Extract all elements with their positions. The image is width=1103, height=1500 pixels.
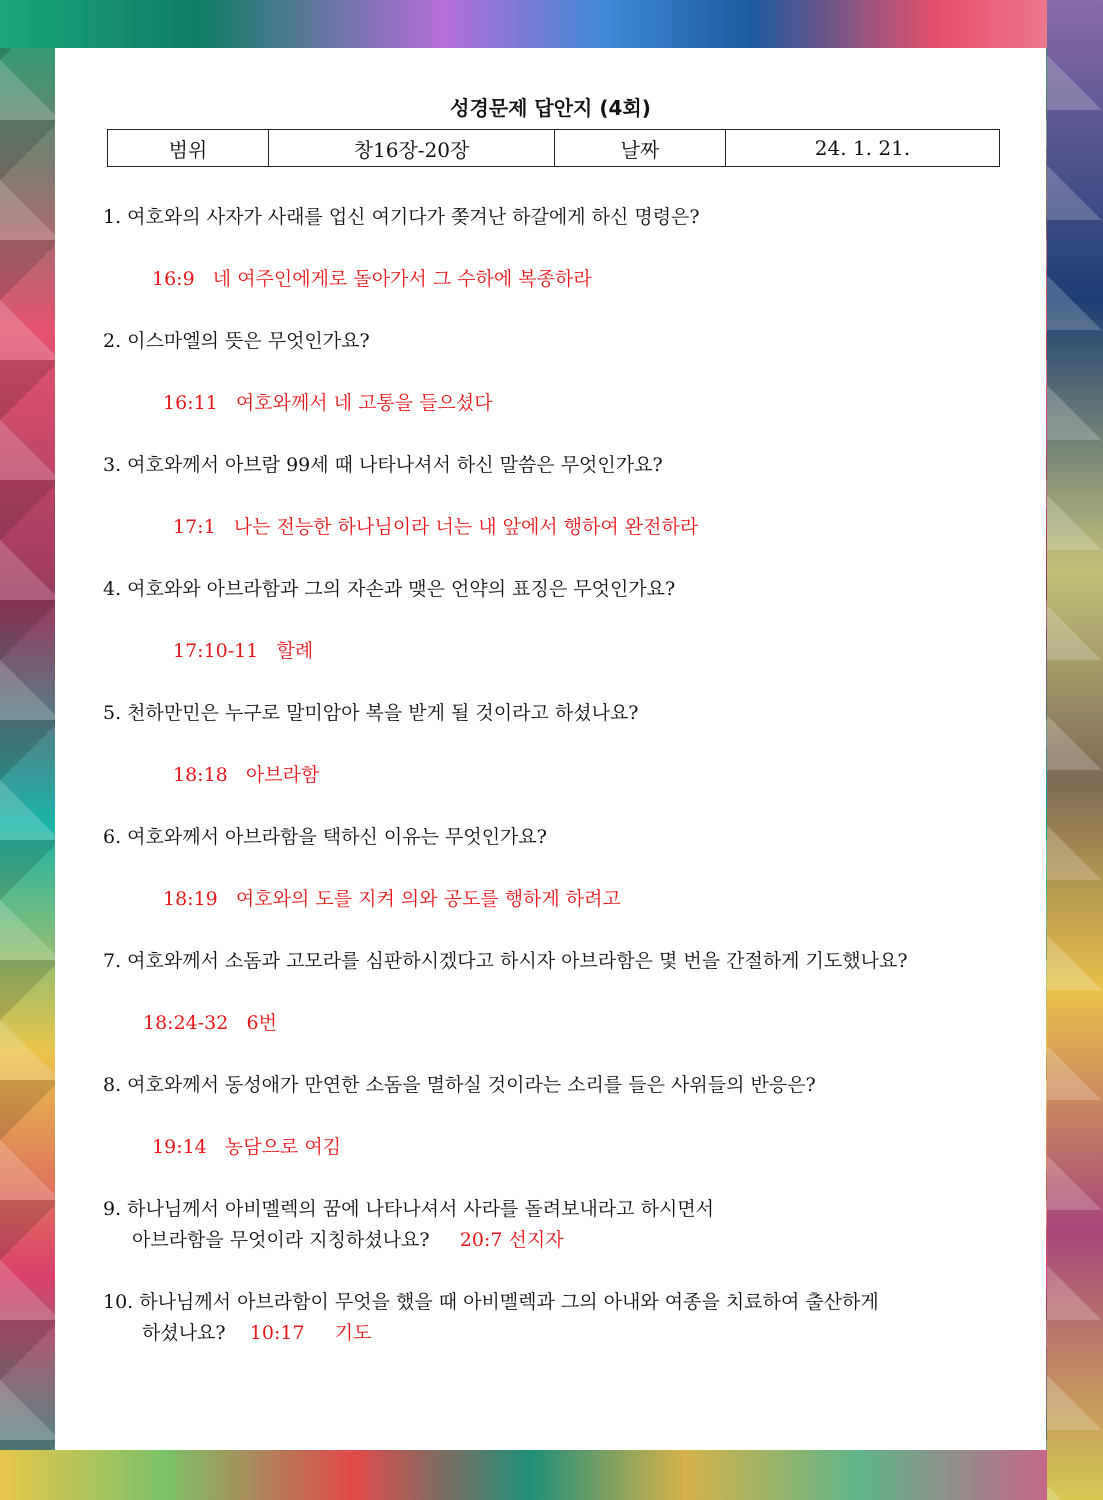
answer-1	[152, 264, 592, 291]
answer-ref: 10:17	[249, 1322, 305, 1344]
answer-ref: 16:9	[152, 268, 195, 290]
question-9-line-2	[132, 1225, 564, 1252]
answer-text: 선지자	[508, 1229, 564, 1251]
date-label: 날짜	[555, 130, 726, 167]
answer-4	[173, 636, 313, 663]
question-8: 8. 여호와께서 동성애가 만연한 소돔을 멸하실 것이라는 소리를 들은 사위들의 반응은?	[103, 1074, 816, 1096]
question-text: 하셨나요?	[142, 1322, 226, 1344]
answer-sheet-page	[55, 48, 1046, 1450]
answer-ref: 18:18	[173, 764, 228, 786]
answer-text: 네 여주인에게로 돌아가서 그 수하에 복종하라	[212, 268, 592, 290]
answer-ref: 18:24-32	[143, 1012, 229, 1034]
decorative-border-bottom	[0, 1450, 1103, 1500]
question-2: 2. 이스마엘의 뜻은 무엇인가요?	[103, 330, 370, 352]
answer-2	[163, 388, 493, 415]
answer-8	[152, 1132, 341, 1159]
answer-ref: 18:19	[163, 888, 218, 910]
answer-7	[143, 1008, 277, 1035]
answer-ref: 19:14	[152, 1136, 207, 1158]
answer-ref: 17:1	[173, 516, 216, 538]
date-value: 24. 1. 21.	[726, 130, 1000, 167]
answer-text: 나는 전능한 하나님이라 너는 내 앞에서 행하여 완전하라	[233, 516, 699, 538]
answer-text: 여호와의 도를 지켜 의와 공도를 행하게 하려고	[235, 888, 621, 910]
question-4: 4. 여호와와 아브라함과 그의 자손과 맺은 언약의 표징은 무엇인가요?	[103, 578, 676, 600]
question-10-line-2	[142, 1318, 371, 1345]
question-6: 6. 여호와께서 아브라함을 택하신 이유는 무엇인가요?	[103, 826, 547, 848]
range-value: 창16장-20장	[269, 130, 555, 167]
decorative-border-top	[0, 0, 1103, 48]
range-label: 범위	[108, 130, 269, 167]
answer-ref: 16:11	[163, 392, 218, 414]
question-7: 7. 여호와께서 소돔과 고모라를 심판하시겠다고 하시자 아브라함은 몇 번을 간절하게 기도했나요?	[103, 950, 908, 972]
decorative-border-right	[1047, 0, 1103, 1500]
answer-5	[173, 760, 319, 787]
answer-text: 농담으로 여김	[224, 1136, 342, 1158]
answer-3	[173, 512, 698, 539]
answer-6	[163, 884, 621, 911]
answer-text: 여호와께서 네 고통을 들으셨다	[235, 392, 493, 414]
answer-text: 할례	[276, 640, 314, 662]
question-text: 아브라함을 무엇이라 지칭하셨나요?	[132, 1229, 430, 1251]
answer-ref: 20:7	[459, 1229, 503, 1251]
answer-ref: 17:10-11	[173, 640, 259, 662]
question-9: 9. 하나님께서 아비멜렉의 꿈에 나타나셔서 사라를 돌려보내라고 하시면서	[103, 1198, 715, 1220]
question-3: 3. 여호와께서 아브람 99세 때 나타나셔서 하신 말씀은 무엇인가요?	[103, 454, 663, 476]
question-1: 1. 여호와의 사자가 사래를 업신 여기다가 쫒겨난 하갈에게 하신 명령은?	[103, 206, 700, 228]
question-10: 10. 하나님께서 아브라함이 무엇을 했을 때 아비멜렉과 그의 아내와 여종을 치료하여 출산하게	[103, 1291, 879, 1313]
answer-text: 6번	[246, 1012, 277, 1034]
info-table	[107, 129, 1000, 167]
question-5: 5. 천하만민은 누구로 말미암아 복을 받게 될 것이라고 하셨나요?	[103, 702, 639, 724]
answer-text: 아브라함	[245, 764, 320, 786]
page-title: 성경문제 답안지 (4회)	[450, 96, 651, 120]
answer-text: 기도	[334, 1322, 372, 1344]
